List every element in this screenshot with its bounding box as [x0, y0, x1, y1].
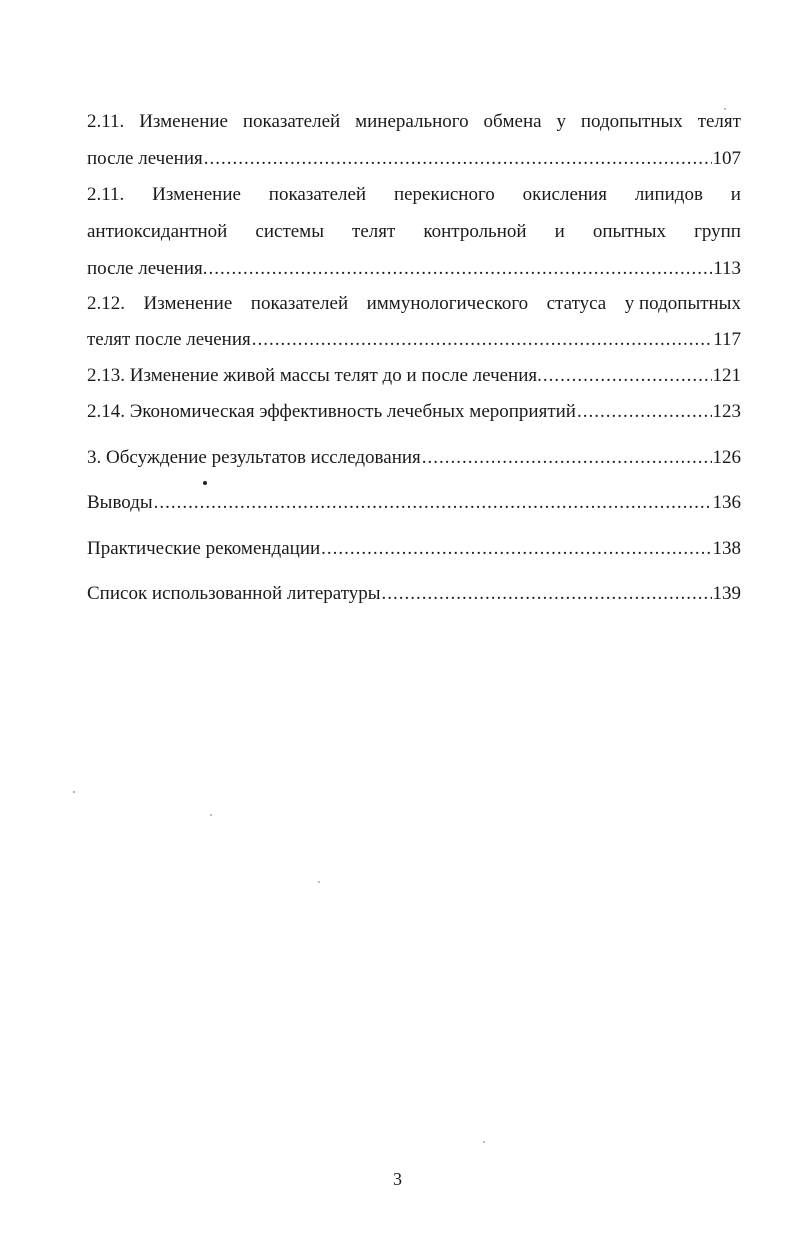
toc-entry-2-11-lipid-line-3[interactable] [87, 257, 741, 283]
toc-entry-conclusions[interactable] [87, 491, 741, 517]
toc-page-number: 138 [712, 538, 741, 559]
dot-leader [252, 328, 712, 352]
scan-speck [318, 881, 320, 883]
toc-entry-title: Практические рекомендации [87, 538, 321, 559]
toc-page-number: 136 [712, 492, 741, 513]
toc-word: минерального [355, 111, 469, 132]
toc-word: антиоксидантной [87, 221, 228, 242]
toc-page-number: 107 [712, 148, 741, 169]
toc-word: 2.12. [87, 293, 125, 314]
toc-word: групп [694, 221, 741, 242]
toc-page-number: 121 [712, 365, 741, 386]
toc-page-number: 123 [712, 401, 741, 422]
toc-entry-2-11-lipid-line-1 [87, 183, 741, 209]
scan-speck [203, 481, 207, 485]
toc-word: 2.11. [87, 111, 125, 132]
toc-entry-2-11-lipid-line-2 [87, 220, 741, 246]
scan-speck [483, 1141, 485, 1143]
toc-word: перекисного [393, 184, 495, 205]
dot-leader [577, 400, 712, 424]
toc-entry-2-12-line-1 [87, 292, 741, 318]
toc-entry-2-12-line-2[interactable] [87, 328, 741, 354]
toc-word: у [556, 111, 566, 132]
toc-entry-title: 2.13. Изменение живой массы телят до и после лечения. [87, 365, 542, 386]
scan-speck [724, 108, 726, 110]
toc-entry-title: телят после лечения [87, 329, 251, 350]
toc-entry-title: 2.14. Экономическая эффективность лечебных мероприятий [87, 401, 576, 422]
toc-word: системы [255, 221, 324, 242]
toc-entry-recommendations[interactable] [87, 537, 741, 563]
toc-entry-title: после лечения [87, 148, 203, 169]
toc-word: подопытных [580, 111, 683, 132]
toc-word: телят [697, 111, 741, 132]
toc-word: обмена [483, 111, 542, 132]
toc-entry-title: 3. Обсуждение результатов исследования [87, 447, 421, 468]
toc-entry-title: Выводы [87, 492, 153, 513]
toc-page-number: 113 [713, 258, 741, 279]
toc-entry-discussion[interactable] [87, 446, 741, 472]
page-number: 3 [393, 1169, 402, 1189]
toc-entry-2-13[interactable] [87, 364, 741, 390]
toc-word: показателей [268, 184, 367, 205]
toc-word: опытных [592, 221, 667, 242]
toc-word: Изменение [139, 111, 228, 132]
dot-leader [321, 537, 711, 561]
toc-word: показателей [242, 111, 341, 132]
toc-word: иммунологического [366, 293, 529, 314]
toc-word: и [554, 221, 565, 242]
toc-word: и [730, 184, 741, 205]
toc-page-number: 117 [713, 329, 741, 350]
dot-leader [543, 364, 712, 388]
toc-entry-2-11-mineral-line-2[interactable] [87, 147, 741, 173]
toc-entry-title: после лечения. [87, 258, 208, 279]
scan-speck [73, 791, 75, 793]
toc-word: телят [352, 221, 396, 242]
toc-entry-2-11-mineral-line-1 [87, 110, 741, 136]
dot-leader [154, 491, 712, 515]
toc-entry-title: Список использованной литературы [87, 583, 381, 604]
toc-word: липидов [634, 184, 703, 205]
toc-word: Изменение [143, 293, 233, 314]
toc-word: статуса [546, 293, 607, 314]
toc-word: 2.11. [87, 184, 125, 205]
scan-speck [210, 814, 212, 816]
toc-word: показателей [250, 293, 349, 314]
dot-leader [204, 147, 712, 171]
toc-word: контрольной [423, 221, 527, 242]
toc-page-number: 139 [712, 583, 741, 604]
toc-entry-2-14[interactable] [87, 400, 741, 426]
toc-entry-references[interactable] [87, 582, 741, 608]
dot-leader [422, 446, 712, 470]
toc-word: Изменение [152, 184, 241, 205]
toc-word: окисления [522, 184, 607, 205]
dot-leader [209, 257, 713, 281]
toc-word: у подопытных [624, 293, 741, 314]
toc-page-number: 126 [712, 447, 741, 468]
dot-leader [382, 582, 712, 606]
